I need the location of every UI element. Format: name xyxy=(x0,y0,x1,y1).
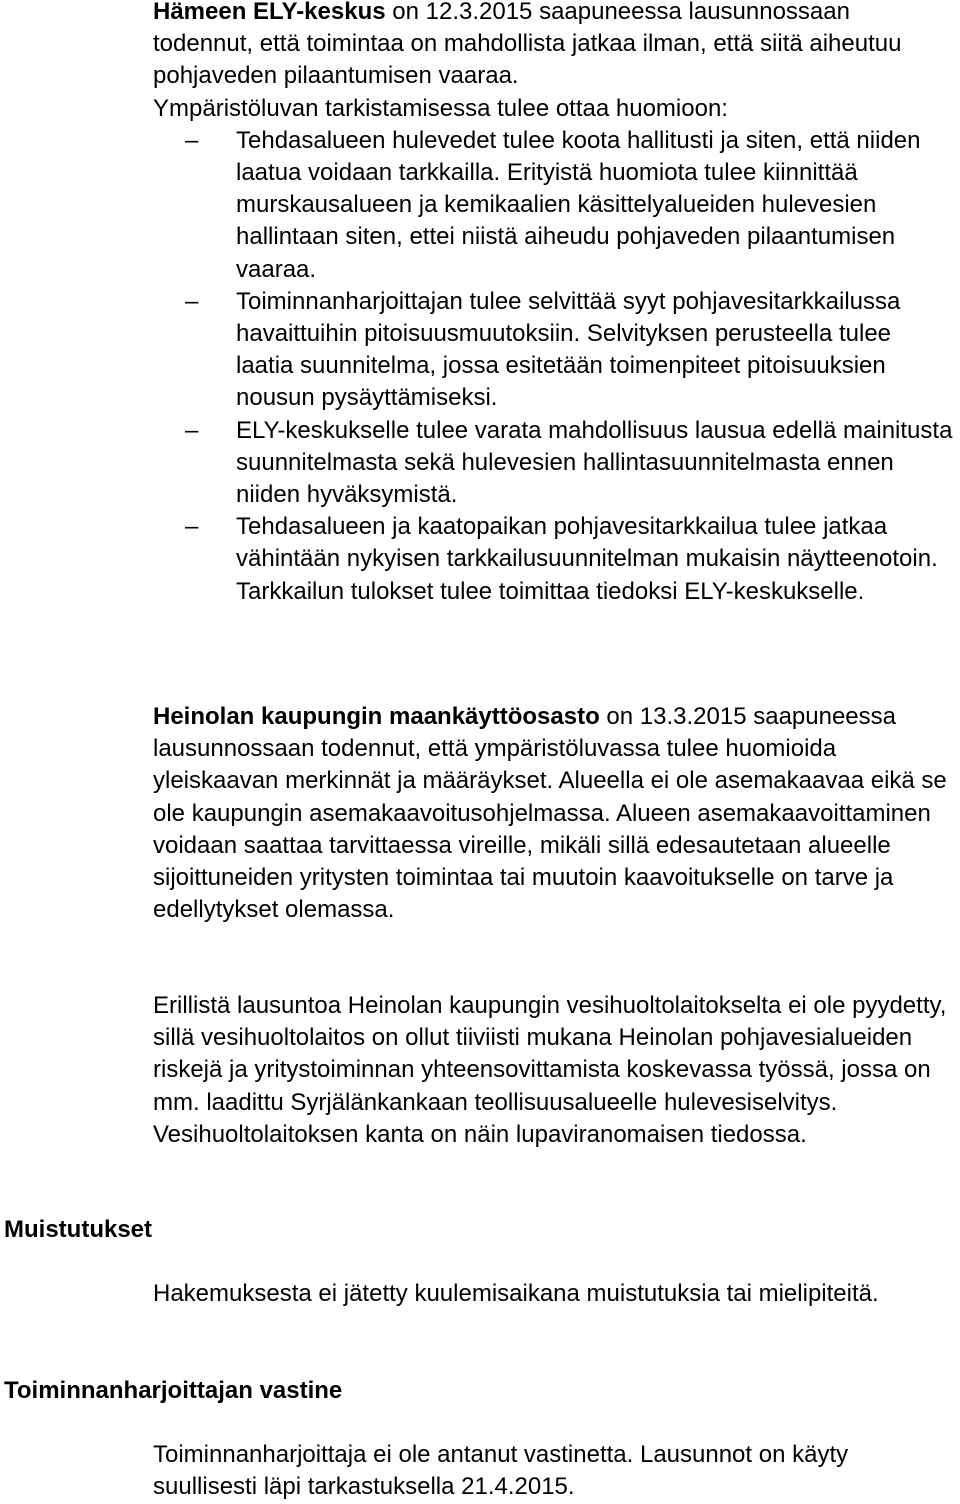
vastine-text: Toiminnanharjoittaja ei ole antanut vastinetta. Lausunnot on käyty suullisesti läpi tarkastuksella 21.4.2015. xyxy=(153,1441,849,1501)
dash-bullet: – xyxy=(185,126,199,154)
dash-bullet: – xyxy=(185,513,199,541)
ely-requirements-list xyxy=(153,125,953,608)
muistutukset-text: Hakemuksesta ei jätetty kuulemisaikana muistutuksia tai mielipiteitä. xyxy=(153,1280,879,1307)
muistutukset-heading: Muistutukset xyxy=(4,1216,153,1243)
ely-intro-text: on 12.3.2015 saapuneessa lausunnossaan todennut, että toimintaa on mahdollista jatkaa ilman, että siitä aiheutuu pohjaveden pilaantumisen vaaraa. xyxy=(153,0,902,90)
dash-bullet: – xyxy=(185,416,199,444)
list-item xyxy=(153,415,953,512)
list-item-text: Tehdasalueen hulevedet tulee koota hallitusti ja siten, että niiden laatua voidaan tarkkailla. Erityistä huomiota tulee kiinnittää murskausalueen ja kemikaalien käsittelyalueiden hulevesien hallintaan siten, ettei niistä aiheudu pohjaveden pilaantumisen vaaraa. xyxy=(236,126,921,283)
ely-intro-paragraph xyxy=(153,0,953,93)
vastine-heading: Toiminnanharjoittajan vastine xyxy=(4,1377,343,1404)
list-item xyxy=(153,125,953,286)
ely-statement xyxy=(153,0,953,608)
heinola-organization: Heinolan kaupungin maankäyttöosasto xyxy=(153,703,600,730)
dash-bullet: – xyxy=(185,287,199,315)
list-item-text: ELY-keskukselle tulee varata mahdollisuus lausua edellä mainitusta suunnitelmasta sekä hulevesien hallintasuunnitelmasta ennen niiden hyväksymistä. xyxy=(236,416,953,509)
list-item xyxy=(153,511,953,608)
ely-organization: Hämeen ELY-keskus xyxy=(153,0,386,25)
ely-lead: Ympäristöluvan tarkistamisessa tulee ottaa huomioon: xyxy=(153,94,728,122)
list-item-text: Tehdasalueen ja kaatopaikan pohjavesitarkkailua tulee jatkaa vähintään nykyisen tarkkailusuunnitelman mukaisin näytteenotoin. Tarkkailun tulokset tulee toimittaa tiedoksi ELY-keskukselle. xyxy=(236,513,938,605)
list-item xyxy=(153,286,953,415)
list-item-text: Toiminnanharjoittajan tulee selvittää syyt pohjavesitarkkailussa havaittuihin pitoisuusmuutoksiin. Selvityksen perusteella tulee laatia suunnitelma, jossa esitetään toimenpiteet pitoisuuksien nousun pysäyttämiseksi. xyxy=(236,287,901,412)
vesihuolto-paragraph: Erillistä lausuntoa Heinolan kaupungin vesihuoltolaitokselta ei ole pyydetty, sillä vesihuoltolaitos on ollut tiiviisti mukana Heinolan pohjavesialueiden riskejä ja yritystoiminnan yhteensovittamista koskevassa työssä, jossa on mm. laadittu Syrjälänkankaan teollisuusalueelle hulevesiselvitys. Vesihuoltolaitoksen kanta on näin lupaviranomaisen tiedossa. xyxy=(153,992,947,1148)
heinola-statement xyxy=(153,701,953,926)
heinola-text: on 13.3.2015 saapuneessa lausunnossaan todennut, että ympäristöluvassa tulee huomioida yleiskaavan merkinnät ja määräykset. Alueella ei ole asemakaavaa eikä se ole kaupungin asemakaavoitusohjelmassa. Alueen asemakaavoittaminen voidaan saattaa tarvittaessa vireille, mikäli sillä edesautetaan alueelle sijoittuneiden yritysten toimintaa tai muutoin kaavoitukselle on tarve ja edellytykset olemassa. xyxy=(153,703,947,924)
